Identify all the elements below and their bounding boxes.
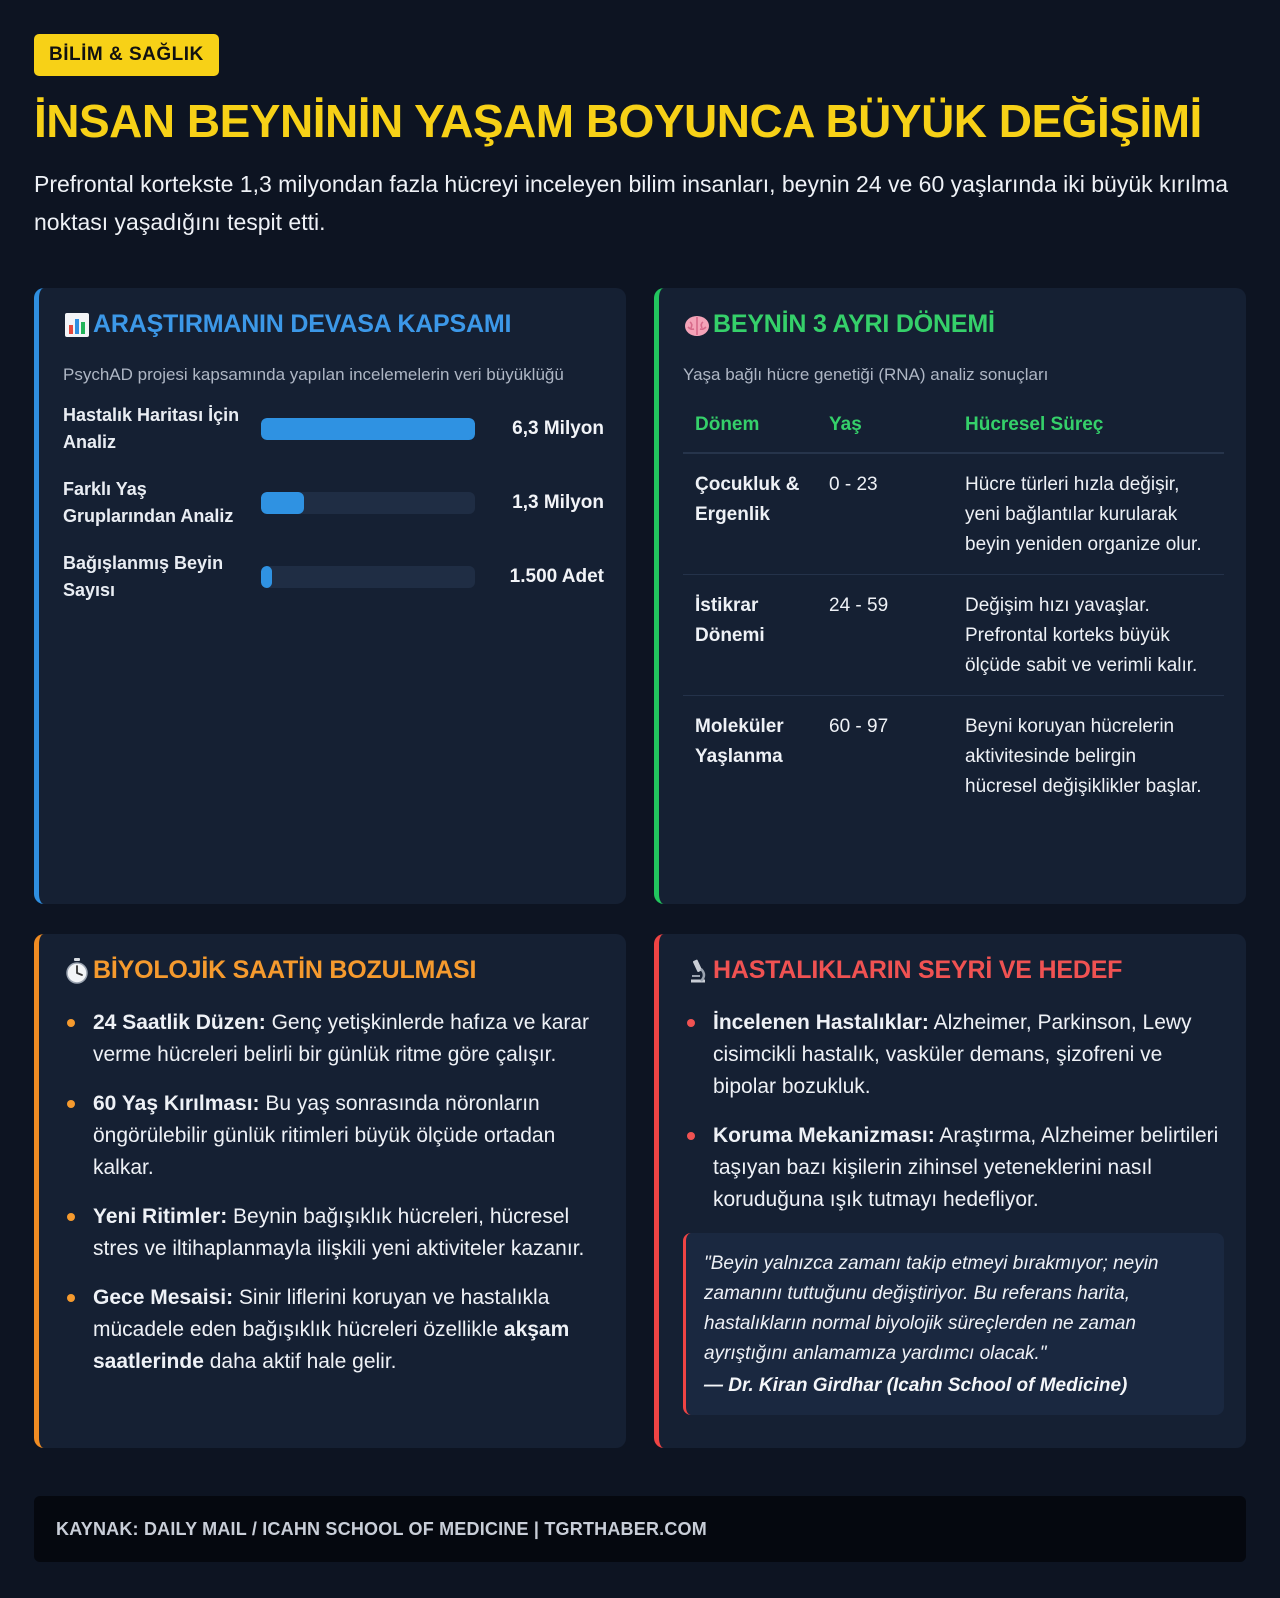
age-cell: 0 - 23 bbox=[817, 453, 953, 575]
diseases-title: HASTALIKLARIN SEYRİ VE HEDEF bbox=[713, 956, 1123, 984]
clock-title: BİYOLOJİK SAATİN BOZULMASI bbox=[93, 956, 477, 984]
column-header: Hücresel Süreç bbox=[953, 406, 1224, 453]
brain-icon bbox=[683, 311, 711, 339]
age-cell: 60 - 97 bbox=[829, 716, 889, 737]
item-term: Gece Mesaisi: bbox=[93, 1286, 234, 1309]
table-row bbox=[683, 453, 1224, 575]
quote-box bbox=[683, 1233, 1224, 1415]
item-term: Yeni Ritimler: bbox=[93, 1205, 228, 1228]
periods-subtitle: Yaşa bağlı hücre genetiği (RNA) analiz sonuçları bbox=[683, 365, 1049, 384]
item-text: Bu yaş sonrasında nöronların öngörülebilir günlük ritimleri büyük ölçüde ortadan kalkar. bbox=[93, 1092, 556, 1179]
bar-row bbox=[63, 402, 604, 456]
bar-value: 6,3 Milyon bbox=[512, 418, 604, 439]
list-item bbox=[63, 1282, 604, 1378]
bar-label: Bağışlanmış Beyin Sayısı bbox=[63, 553, 224, 600]
bar-value: 1,3 Milyon bbox=[512, 492, 604, 513]
scope-card bbox=[34, 288, 626, 904]
periods-card bbox=[654, 288, 1246, 904]
bar-fill bbox=[261, 492, 304, 514]
process-cell: Beyni koruyan hücrelerin aktivitesinde belirgin hücresel değişiklikler başlar. bbox=[965, 716, 1202, 797]
bar-value: 1.500 Adet bbox=[509, 566, 604, 587]
item-text: Beynin bağışıklık hücreleri, hücresel stres ve iltihaplanmayla ilişkili yeni aktiviteler kazanır. bbox=[93, 1205, 585, 1260]
period-cell: Moleküler Yaşlanma bbox=[695, 716, 784, 767]
clock-list bbox=[63, 1007, 604, 1378]
list-item bbox=[63, 1201, 604, 1265]
bar-list bbox=[63, 402, 604, 604]
bar-fill bbox=[261, 566, 272, 588]
page-title: İNSAN BEYNİNİN YAŞAM BOYUNCA BÜYÜK DEĞİŞİMİ bbox=[34, 95, 1202, 147]
source-footer: KAYNAK: DAILY MAIL / ICAHN SCHOOL OF MEDICINE | TGRTHABER.COM bbox=[34, 1496, 1246, 1562]
scope-heading bbox=[63, 310, 604, 339]
item-text: Alzheimer, Parkinson, Lewy cisimcikli hastalık, vasküler demans, şizofreni ve bipolar bozukluk. bbox=[713, 1011, 1192, 1098]
list-item bbox=[683, 1120, 1224, 1216]
list-item bbox=[683, 1007, 1224, 1103]
item-text: Sinir liflerini koruyan ve hastalıkla mücadele eden bağışıklık hücreleri özellikle bbox=[93, 1286, 550, 1341]
quote-author: — Dr. Kiran Girdhar (Icahn School of Medicine) bbox=[704, 1375, 1128, 1396]
diseases-heading bbox=[683, 956, 1224, 985]
diseases-list bbox=[683, 1007, 1224, 1216]
bar-label: Hastalık Haritası İçin Analiz bbox=[63, 405, 240, 452]
item-text: Genç yetişkinlerde hafıza ve karar verme hücreleri belirli bir günlük ritme göre çalışır. bbox=[93, 1011, 590, 1066]
item-term: İncelenen Hastalıklar: bbox=[713, 1011, 929, 1034]
bar-row bbox=[63, 476, 604, 530]
item-term: 24 Saatlik Düzen: bbox=[93, 1011, 266, 1034]
diseases-card bbox=[654, 934, 1246, 1448]
list-item bbox=[63, 1007, 604, 1071]
clock-card bbox=[34, 934, 626, 1448]
microscope-icon bbox=[683, 957, 711, 985]
column-header: Dönem bbox=[683, 406, 817, 453]
periods-title: BEYNİN 3 AYRI DÖNEMİ bbox=[713, 310, 995, 338]
period-cell: İstikrar Dönemi bbox=[683, 575, 817, 696]
process-cell: Hücre türleri hızla değişir, yeni bağlantılar kurularak beyin yeniden organize olur. bbox=[953, 453, 1224, 575]
stopwatch-icon bbox=[63, 957, 91, 985]
item-term: 60 Yaş Kırılması: bbox=[93, 1092, 260, 1115]
clock-heading bbox=[63, 956, 604, 985]
period-cell: Çocukluk & Ergenlik bbox=[683, 453, 817, 575]
bar-row bbox=[63, 550, 604, 604]
periods-table bbox=[683, 406, 1224, 816]
age-cell: 24 - 59 bbox=[817, 575, 953, 696]
process-cell: Değişim hızı yavaşlar. Prefrontal korteks büyük ölçüde sabit ve verimli kalır. bbox=[953, 575, 1224, 696]
periods-heading bbox=[683, 310, 1224, 339]
table-row bbox=[683, 575, 1224, 696]
table-row bbox=[683, 696, 1224, 817]
lead-text: Prefrontal kortekste 1,3 milyondan fazla hücreyi inceleyen bilim insanları, beynin 24 ve 60 yaşlarında iki büyük kırılma noktası yaşadığını tespit etti. bbox=[34, 170, 1229, 235]
table-header-row bbox=[683, 406, 1224, 453]
scope-subtitle: PsychAD projesi kapsamında yapılan incelemelerin veri büyüklüğü bbox=[63, 365, 564, 384]
column-header: Yaş bbox=[817, 406, 953, 453]
quote-text: "Beyin yalnızca zamanı takip etmeyi bırakmıyor; neyin zamanını tuttuğunu değiştiriyor. Bu referans harita, hastalıkların normal biyolojik süreçlerden ne zaman ayrıştığını anlamamıza yardımcı olacak." bbox=[704, 1253, 1159, 1364]
item-term: Koruma Mekanizması: bbox=[713, 1124, 935, 1147]
bar-chart-icon bbox=[63, 311, 91, 339]
bar-track bbox=[261, 492, 475, 514]
bar-track bbox=[261, 418, 475, 440]
bar-track bbox=[261, 566, 475, 588]
item-text: Araştırma, Alzheimer belirtileri taşıyan bazı kişilerin zihinsel yeteneklerini nasıl koruduğuna ışık tutmayı hedefliyor. bbox=[713, 1124, 1219, 1211]
bar-label: Farklı Yaş Gruplarından Analiz bbox=[63, 479, 234, 526]
bar-fill bbox=[261, 418, 475, 440]
category-badge: BİLİM & SAĞLIK bbox=[34, 34, 219, 76]
item-text: daha aktif hale gelir. bbox=[203, 1350, 397, 1373]
list-item bbox=[63, 1088, 604, 1184]
item-emphasis: akşam saatlerinde bbox=[93, 1318, 570, 1373]
scope-title: ARAŞTIRMANIN DEVASA KAPSAMI bbox=[93, 310, 512, 338]
